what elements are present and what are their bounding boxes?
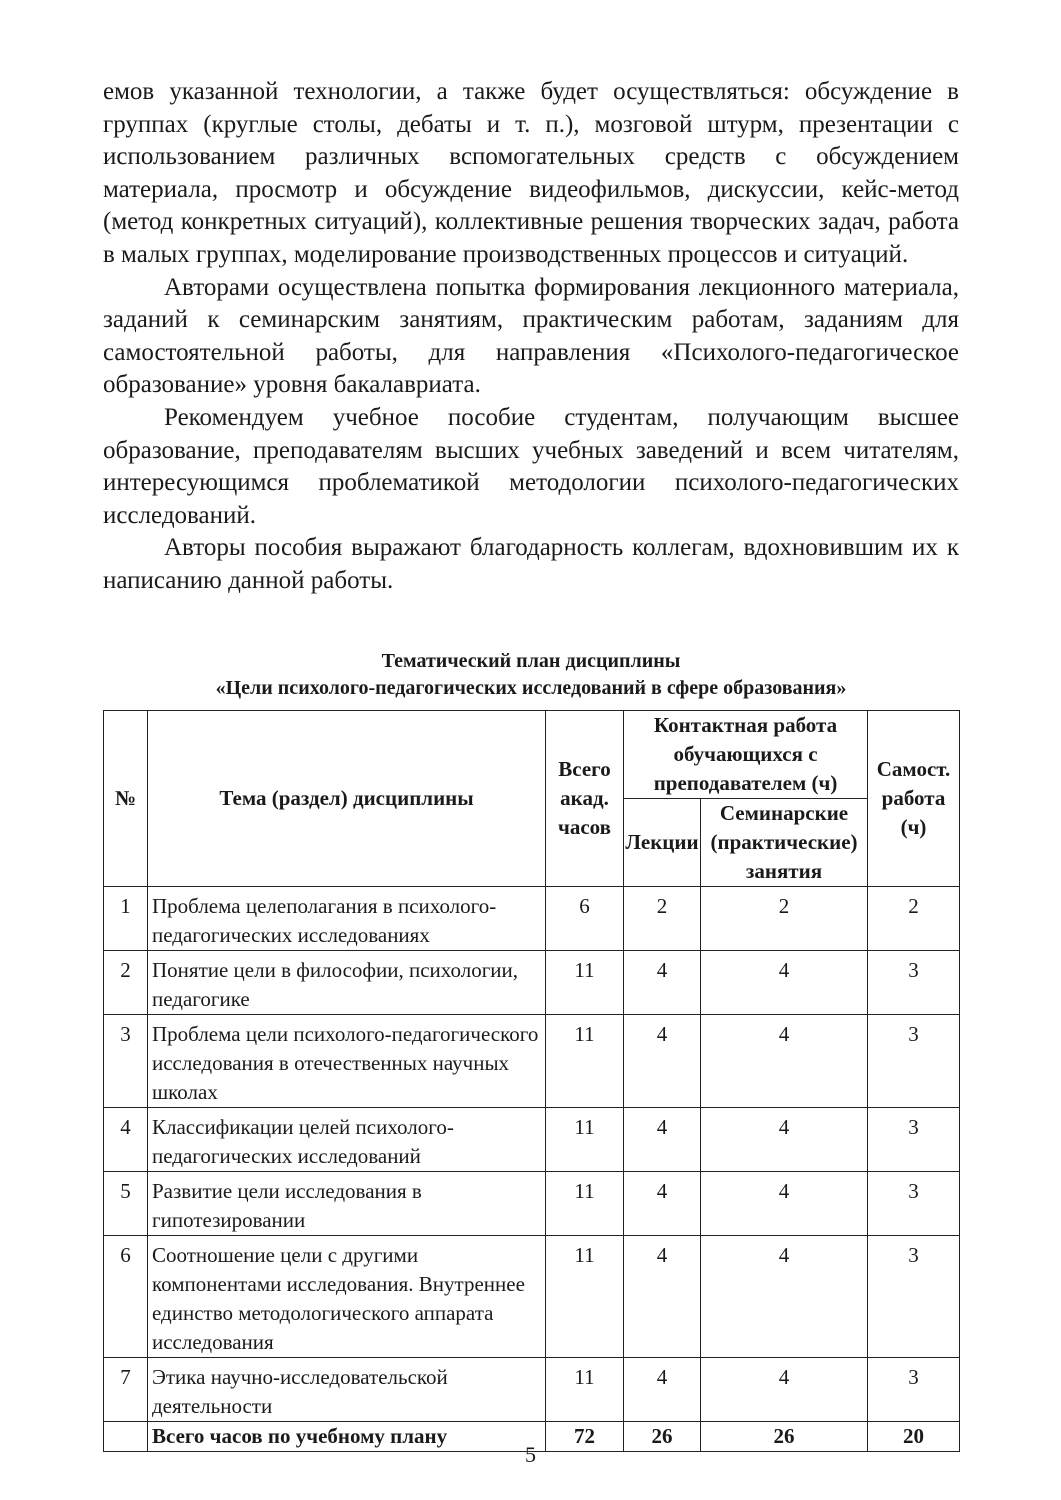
- table-row: [104, 1108, 960, 1172]
- header-seminars: Семинарские (практические) занятия: [701, 799, 868, 887]
- row-self-study: 3: [868, 951, 960, 1015]
- row-self-study: 3: [868, 1015, 960, 1108]
- header-topic: Тема (раздел) дисциплины: [148, 711, 546, 887]
- page-number: 5: [525, 1442, 536, 1467]
- row-lectures: 4: [624, 1358, 701, 1422]
- row-total-hours: 11: [546, 1358, 624, 1422]
- row-seminars: 4: [701, 951, 868, 1015]
- row-seminars: 2: [701, 887, 868, 951]
- row-topic: Проблема целеполагания в психолого-педагогических исследованиях: [148, 887, 546, 951]
- total-row-self-study: 20: [868, 1422, 960, 1452]
- row-lectures: 4: [624, 951, 701, 1015]
- row-self-study: 3: [868, 1358, 960, 1422]
- row-total-hours: 11: [546, 951, 624, 1015]
- row-lectures: 4: [624, 1015, 701, 1108]
- thematic-plan-table: [103, 710, 960, 1452]
- row-seminars: 4: [701, 1108, 868, 1172]
- row-seminars: 4: [701, 1236, 868, 1358]
- row-self-study: 2: [868, 887, 960, 951]
- row-lectures: 4: [624, 1172, 701, 1236]
- row-total-hours: 11: [546, 1015, 624, 1108]
- table-caption-line-1: Тематический план дисциплины: [381, 650, 681, 672]
- row-number: 3: [104, 1015, 148, 1108]
- row-total-hours: 11: [546, 1172, 624, 1236]
- row-lectures: 4: [624, 1236, 701, 1358]
- row-number: 2: [104, 951, 148, 1015]
- intro-text: [103, 76, 959, 598]
- row-topic: Классификации целей психолого-педагогических исследований: [148, 1108, 546, 1172]
- row-total-hours: 11: [546, 1108, 624, 1172]
- table-row: [104, 1015, 960, 1108]
- table-row: [104, 1236, 960, 1358]
- header-self-study: Самост. работа (ч): [868, 711, 960, 887]
- total-row-label: Всего часов по учебному плану: [148, 1422, 546, 1452]
- paragraph-2: Авторами осуществлена попытка формирования лекционного материала, заданий к семинарским занятиям, практическим работам, заданиям для самостоятельной работы, для направления «Психолого-педагогическое образование» уровня бакалавриата.: [103, 273, 959, 399]
- row-seminars: 4: [701, 1358, 868, 1422]
- row-total-hours: 6: [546, 887, 624, 951]
- total-row-hours: 72: [546, 1422, 624, 1452]
- header-total-hours: Всего акад. часов: [546, 711, 624, 887]
- row-topic: Этика научно-исследовательской деятельности: [148, 1358, 546, 1422]
- row-topic: Понятие цели в философии, психологии, педагогике: [148, 951, 546, 1015]
- table-row: [104, 951, 960, 1015]
- row-total-hours: 11: [546, 1236, 624, 1358]
- row-topic: Проблема цели психолого-педагогического исследования в отечественных научных школах: [148, 1015, 546, 1108]
- row-self-study: 3: [868, 1236, 960, 1358]
- row-number: 6: [104, 1236, 148, 1358]
- row-self-study: 3: [868, 1172, 960, 1236]
- total-row-lectures: 26: [624, 1422, 701, 1452]
- row-lectures: 4: [624, 1108, 701, 1172]
- row-lectures: 2: [624, 887, 701, 951]
- header-lectures: Лекции: [624, 799, 701, 887]
- row-seminars: 4: [701, 1015, 868, 1108]
- row-topic: Развитие цели исследования в гипотезировании: [148, 1172, 546, 1236]
- row-number: 5: [104, 1172, 148, 1236]
- paragraph-1: емов указанной технологии, а также будет осуществляться: обсуждение в группах (круглые столы, дебаты и т. п.), мозговой штурм, презентации с использованием различных вспомогательных средств с обсуждением материала, просмотр и обсуждение видеофильмов, дискуссии, кейс-метод (метод конкретных ситуаций), коллективные решения творческих задач, работа в малых группах, моделирование производственных процессов и ситуаций.: [103, 78, 959, 268]
- table-row: [104, 887, 960, 951]
- table-caption-line-2: «Цели психолого-педагогических исследований в сфере образования»: [215, 677, 847, 699]
- row-seminars: 4: [701, 1172, 868, 1236]
- row-topic: Соотношение цели с другими компонентами исследования. Внутреннее единство методологического аппарата исследования: [148, 1236, 546, 1358]
- row-number: 7: [104, 1358, 148, 1422]
- row-self-study: 3: [868, 1108, 960, 1172]
- header-contact-work: Контактная работа обучающихся с преподавателем (ч): [624, 711, 868, 799]
- paragraph-3: Рекомендуем учебное пособие студентам, получающим высшее образование, преподавателям высших учебных заведений и всем читателям, интересующимся проблематикой методологии психолого-педагогических исследований.: [103, 403, 959, 529]
- row-number: 4: [104, 1108, 148, 1172]
- table-row: [104, 1358, 960, 1422]
- table-caption: [103, 648, 959, 702]
- total-row-seminars: 26: [701, 1422, 868, 1452]
- row-number: 1: [104, 887, 148, 951]
- table-row: [104, 1172, 960, 1236]
- paragraph-4: Авторы пособия выражают благодарность коллегам, вдохновившим их к написанию данной работы.: [103, 534, 959, 594]
- header-num: №: [104, 711, 148, 887]
